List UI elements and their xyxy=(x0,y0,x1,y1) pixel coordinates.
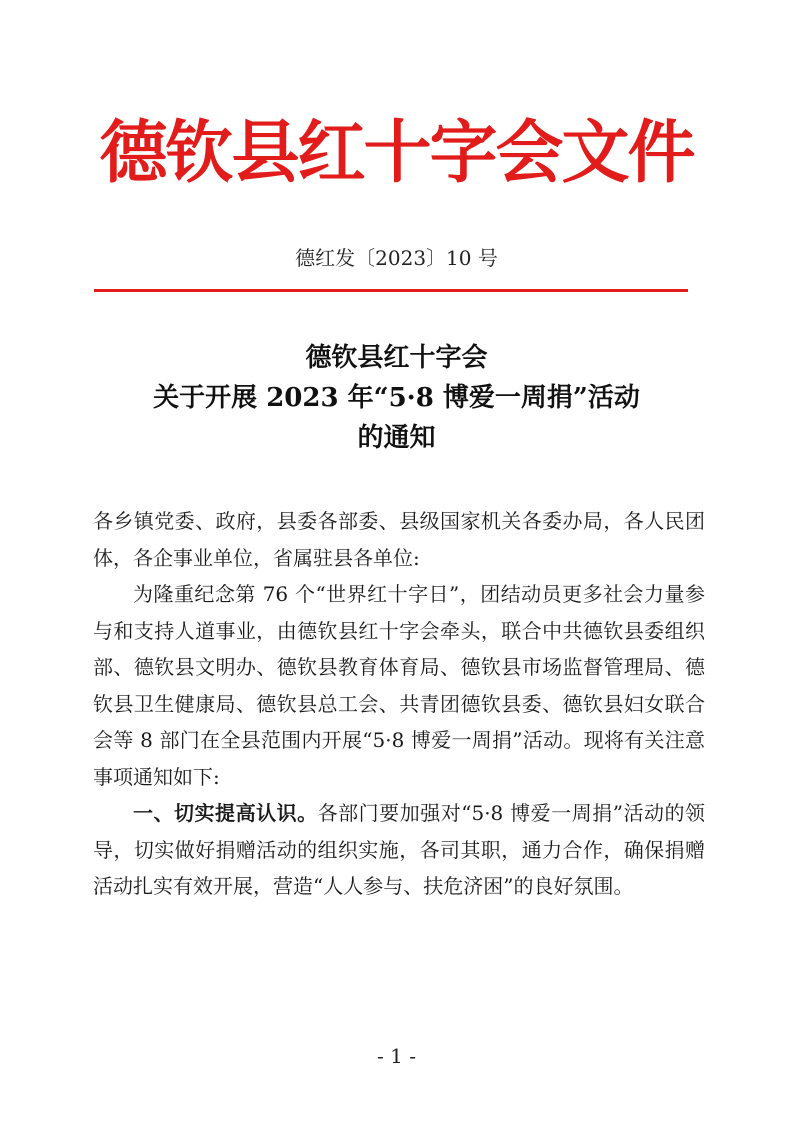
intro-paragraph: 为隆重纪念第 76 个“世界红十字日”，团结动员更多社会力量参与和支持人道事业，由德钦县红十字会牵头，联合中共德钦县委组织部、德钦县文明办、德钦县教育体育局、德钦县市场监督管理局、德钦县卫生健康局、德钦县总工会、共青团德钦县委、德钦县妇女联合会等 8 部门在全县范围内开展“5·8 博爱一周捐”活动。现将有关注意事项通知如下: xyxy=(93,582,705,789)
document-title-line-3: 的通知 xyxy=(357,423,436,453)
section-1-paragraph xyxy=(93,795,705,905)
section-1-text: 各部门要加强对“5·8 博爱一周捐”活动的领导，切实做好捐赠活动的组织实施，各司其职，通力合作，确保捐赠活动扎实有效开展，营造“人人参与、扶危济困”的良好氛围。 xyxy=(93,801,705,898)
document-number: 德红发〔2023〕10 号 xyxy=(295,246,498,270)
page-number: - 1 - xyxy=(377,1044,416,1068)
red-divider-line xyxy=(94,289,688,292)
salutation: 各乡镇党委、政府，县委各部委、县级国家机关各委办局，各人民团体，各企事业单位，省属驻县各单位: xyxy=(93,509,705,570)
document-body xyxy=(93,503,705,905)
document-title-line-2: 关于开展 2023 年“5·8 博爱一周捐”活动 xyxy=(153,383,640,413)
section-1-heading: 一、切实提高认识。 xyxy=(133,801,318,825)
document-title xyxy=(60,338,733,458)
document-title-line-1: 德钦县红十字会 xyxy=(305,343,488,373)
document-header-title: 德钦县红十字会文件 xyxy=(99,113,694,193)
